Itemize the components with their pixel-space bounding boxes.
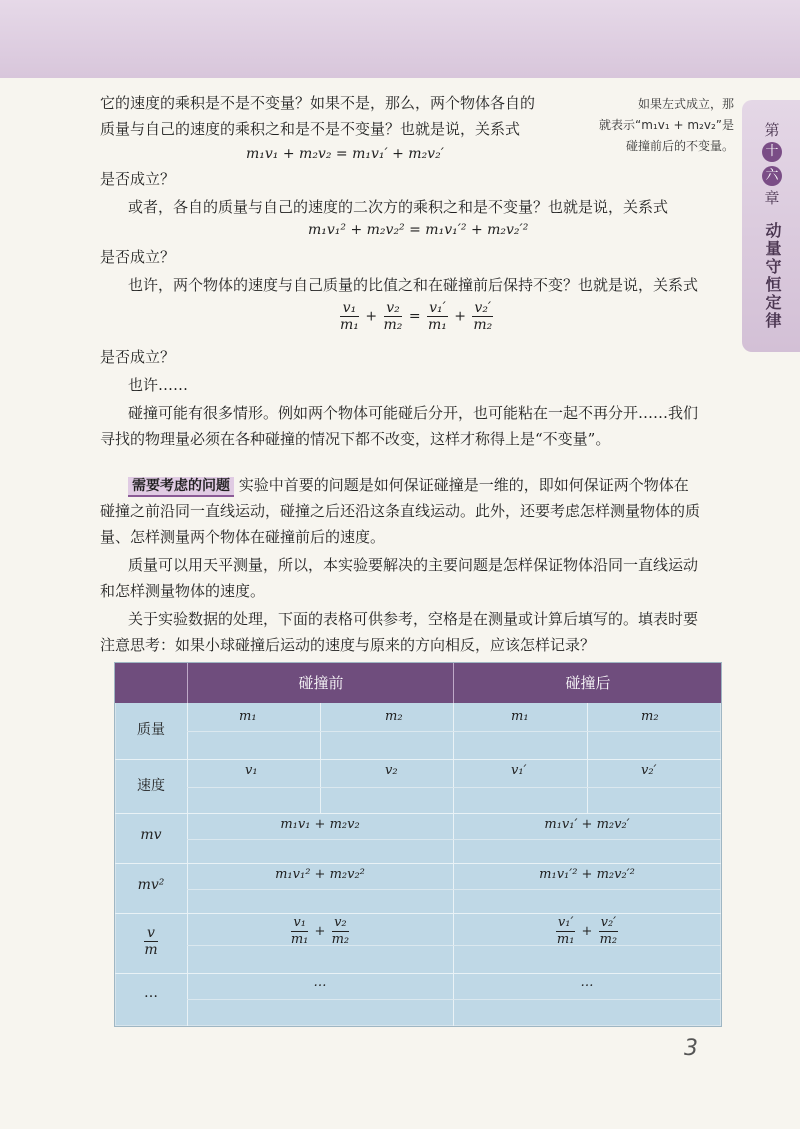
cell-mass-after-2: m₂ <box>641 709 659 724</box>
formula-momentum: m₁v₁ + m₂v₂ = m₁v₁′ + m₂v₂′ <box>246 146 444 162</box>
row-label-mass: 质量 <box>137 722 165 738</box>
chapter-title: 动量守恒定律 <box>763 222 782 330</box>
vm-b-den-2: m₂ <box>331 932 350 947</box>
section-tag: 需要考虑的问题 <box>128 477 234 497</box>
vm-a-plus: + <box>581 924 593 939</box>
row-label-mv: mv <box>140 827 162 843</box>
cell-mass-before-2: m₂ <box>385 709 403 724</box>
paragraph-1b: 质量与自己的速度的乘积之和是不是不变量？也就是说，关系式 <box>100 120 521 138</box>
f3-den-4: m₂ <box>473 317 493 333</box>
paragraph-5a: 碰撞可能有很多情形。例如两个物体可能碰后分开，也可能粘在一起不再分开……我们 <box>128 404 699 422</box>
data-table <box>114 662 722 1027</box>
vm-a-den-2: m₂ <box>599 932 618 947</box>
rule-h-3 <box>115 863 721 864</box>
cell-mass-after-1: m₁ <box>511 709 529 724</box>
formula-energy: m₁v₁² + m₂v₂² = m₁v₁′² + m₂v₂′² <box>308 222 529 238</box>
header-band <box>0 0 800 78</box>
paragraph-8a: 关于实验数据的处理，下面的表格可供参考，空格是在测量或计算后填写的。填表时要 <box>128 610 699 628</box>
margin-note-line-2: 就表示“m₁v₁ + m₂v₂”是 <box>599 118 734 132</box>
margin-note-line-3: 碰撞前后的不变量。 <box>625 139 734 153</box>
vm-a-num-1: v₁′ <box>557 915 574 930</box>
f3-num-1: v₁ <box>340 300 359 317</box>
rule-h-2 <box>115 813 721 814</box>
rule-h-4a <box>187 889 721 890</box>
vm-b-num-1: v₁ <box>291 915 309 932</box>
paragraph-8b: 注意思考：如果小球碰撞后运动的速度与原来的方向相反，应该怎样记录？ <box>100 636 596 654</box>
f3-den-2: m₂ <box>383 317 403 333</box>
paragraph-6a-text: 实验中首要的问题是如何保证碰撞是一维的，即如何保证两个物体在 <box>238 476 689 494</box>
vm-b-den-1: m₁ <box>290 932 309 947</box>
header-before: 碰撞前 <box>187 663 454 703</box>
cell-mv2-after: m₁v₁′² + m₂v₂′² <box>539 867 635 882</box>
cell-mv-before: m₁v₁ + m₂v₂ <box>280 817 360 832</box>
vm-a-num-2: v₂′ <box>600 915 617 930</box>
rule-h-6a <box>187 999 721 1000</box>
vm-label-den: m <box>144 942 158 958</box>
rule-v-after-split <box>587 703 588 813</box>
paragraph-3c: 是否成立？ <box>100 348 176 366</box>
margin-note <box>586 94 734 157</box>
rule-h-4 <box>115 913 721 914</box>
chapter-label <box>750 120 794 330</box>
cell-velocity-before-1: v₁ <box>245 763 258 778</box>
rule-h-2a <box>187 787 721 788</box>
f3-num-4: v₂′ <box>474 300 492 316</box>
f3-num-3: v₁′ <box>429 300 446 316</box>
vm-label-num: v <box>144 925 157 942</box>
cell-velocity-after-1: v₁′ <box>511 763 527 778</box>
f3-den-1: m₁ <box>340 317 359 333</box>
formula-ratio <box>338 300 495 333</box>
f3-plus-1: + <box>365 308 378 325</box>
cell-etc-before: … <box>313 975 327 990</box>
cell-velocity-before-2: v₂ <box>385 763 398 778</box>
f3-plus-2: + <box>454 308 466 325</box>
rule-h-3a <box>187 839 721 840</box>
margin-note-line-1: 如果左式成立，那 <box>637 97 734 111</box>
cell-etc-after: … <box>580 975 594 990</box>
chapter-num-1: 十 <box>762 142 782 162</box>
row-label-velocity: 速度 <box>137 778 165 794</box>
vm-b-num-2: v₂ <box>332 915 350 932</box>
chapter-char-2: 章 <box>764 189 780 207</box>
paragraph-2: 或者，各自的质量与自己的速度的二次方的乘积之和是不变量？也就是说，关系式 <box>128 198 669 216</box>
row-label-vm <box>115 925 187 958</box>
paragraph-2c: 是否成立？ <box>100 248 176 266</box>
paragraph-1a: 它的速度的乘积是不是不变量？如果不是，那么，两个物体各自的 <box>100 94 536 112</box>
paragraph-1c: 是否成立？ <box>100 170 176 188</box>
row-label-mv2: mv² <box>137 877 165 893</box>
cell-vm-after <box>453 915 721 948</box>
f3-num-2: v₂ <box>384 300 403 317</box>
paragraph-6a <box>128 474 689 497</box>
rule-h-5 <box>115 973 721 974</box>
paragraph-6c: 量、怎样测量两个物体在碰撞前后的速度。 <box>100 528 386 546</box>
paragraph-5b: 寻找的物理量必须在各种碰撞的情况下都不改变，这样才称得上是“不变量”。 <box>100 430 611 448</box>
paragraph-4: 也许…… <box>128 376 189 394</box>
table-header <box>115 663 721 703</box>
f3-den-3: m₁ <box>427 317 447 333</box>
paragraph-3: 也许，两个物体的速度与自己质量的比值之和在碰撞前后保持不变？也就是说，关系式 <box>128 276 699 294</box>
rule-h-1a <box>187 731 721 732</box>
f3-equals: = <box>408 308 421 325</box>
vm-b-plus: + <box>314 924 326 939</box>
page-number: 3 <box>684 1036 698 1061</box>
paragraph-7b: 和怎样测量物体的速度。 <box>100 582 266 600</box>
rule-h-1 <box>115 759 721 760</box>
vm-a-den-1: m₁ <box>556 932 575 947</box>
cell-mv2-before: m₁v₁² + m₂v₂² <box>275 867 365 882</box>
paragraph-7a: 质量可以用天平测量，所以，本实验要解决的主要问题是怎样保证物体沿同一直线运动 <box>128 556 699 574</box>
chapter-num-2: 六 <box>762 166 782 186</box>
paragraph-6b: 碰撞之前沿同一直线运动，碰撞之后还沿这条直线运动。此外，还要考虑怎样测量物体的质 <box>100 502 701 520</box>
cell-mass-before-1: m₁ <box>239 709 257 724</box>
chapter-char-1: 第 <box>764 121 780 139</box>
row-label-etc: … <box>144 985 158 1001</box>
cell-mv-after: m₁v₁′ + m₂v₂′ <box>544 817 630 832</box>
header-after: 碰撞后 <box>453 663 722 703</box>
cell-velocity-after-2: v₂′ <box>641 763 657 778</box>
rule-v-before-split <box>320 703 321 813</box>
cell-vm-before <box>187 915 453 948</box>
